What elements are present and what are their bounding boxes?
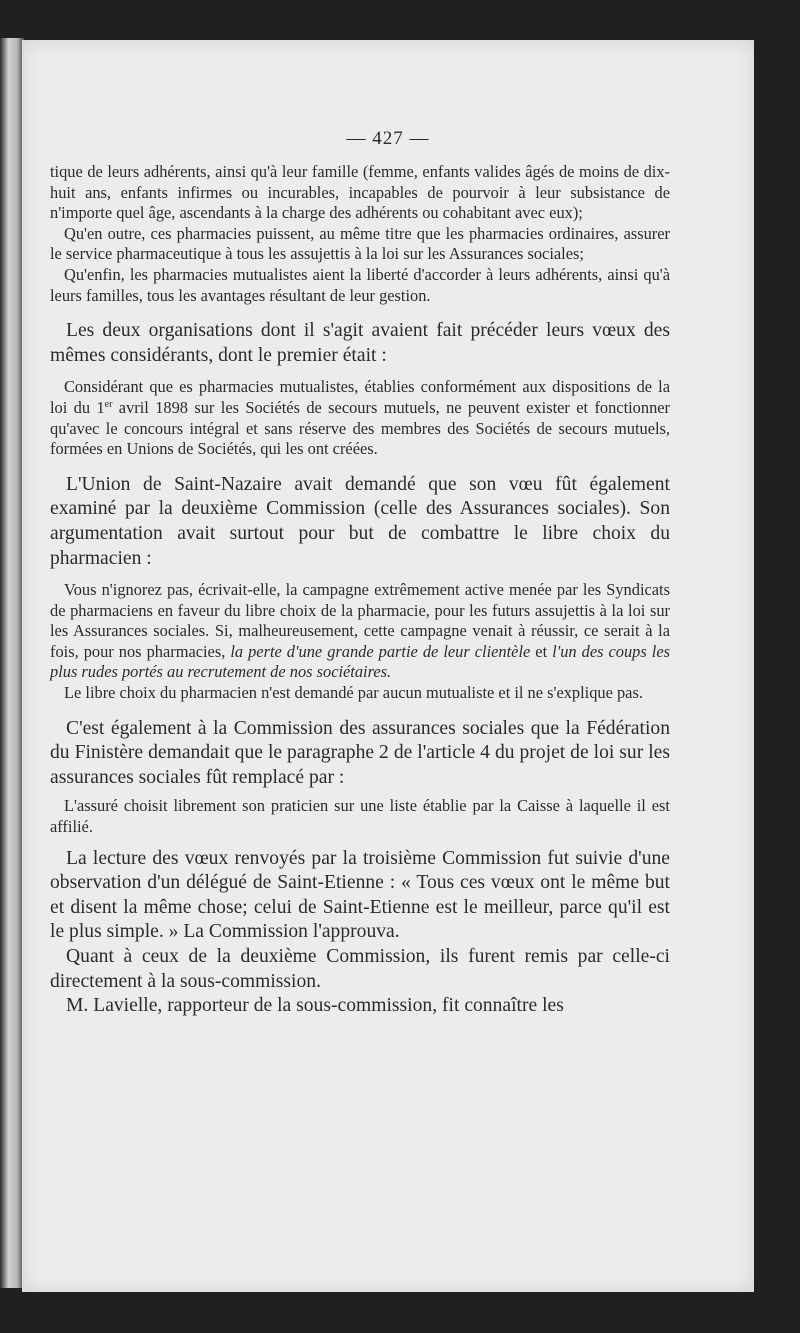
paragraph-assure-quote: L'assuré choisit librement son praticien sur une liste établie par la Caisse à laquelle il est affilié.	[50, 796, 670, 837]
quote-text-start: Considérant que es pharmacies mutualistes, établies conformément aux dispositions de la loi du 1	[50, 377, 670, 417]
paragraph-wish-3: Qu'enfin, les pharmacies mutualistes aient la liberté d'accorder à leurs adhérents, ainsi qu'à leurs familles, tous les avantages résultant de leur gestion.	[50, 264, 670, 305]
paragraph-saint-nazaire: L'Union de Saint-Nazaire avait demandé que son vœu fût également examiné par la deuxième Commission (celle des Assurances sociales). Son argumentation avait surtout pour but de combattre le libre choix du pharmacien :	[50, 473, 670, 569]
paragraph-considerant-quote	[50, 377, 670, 459]
paragraph-wish-2: Qu'en outre, ces pharmacies puissent, au même titre que les pharmacies ordinaires, assurer le service pharmaceutique à tous les assujettis à la loi sur les Assurances sociales;	[50, 223, 670, 264]
body-text	[50, 162, 670, 1019]
union-quote-italic-2: l'un des coups les plus rudes portés au recrutement de nos sociétaires.	[50, 641, 670, 682]
paragraph-finistere: C'est également à la Commission des assurances sociales que la Fédération du Finistère demandait que le paragraphe 2 de l'article 4 du projet de loi sur les assurances sociales fût remplacé par :	[50, 717, 670, 788]
union-quote-text: Vous n'ignorez pas, écrivait-elle, la campagne extrêmement active menée par les Syndicats de pharmaciens en faveur du libre choix de la pharmacie, pour les futurs assujettis à la loi sur les Assurances sociales. Si, malheureusement, cette campagne venait à réussir, ce serait à la fois, pour nos pharmacies,	[50, 580, 670, 661]
book-binding-edge	[0, 38, 24, 1288]
page-sheet	[22, 40, 754, 1292]
paragraph-troisieme-commission: La lecture des vœux renvoyés par la troisième Commission fut suivie d'une observation d'un délégué de Saint-Etienne : « Tous ces vœux ont le même but et disent la même chose; celui de Saint-Etienne est le meilleur, parce qu'il est le plus simple. » La Commission l'approuva.	[50, 847, 670, 943]
paragraph-union-quote	[50, 580, 670, 683]
paragraph-considerants-intro: Les deux organisations dont il s'agit avaient fait précéder leurs vœux des mêmes considérants, dont le premier était :	[50, 320, 670, 366]
paragraph-libre-choix: Le libre choix du pharmacien n'est demandé par aucun mutualiste et il ne s'explique pas.	[64, 683, 643, 703]
quote-text-end: avril 1898 sur les Sociétés de secours mutuels, ne peuvent exister et fonctionner qu'avec le concours intégral et sans réserve des membres des Sociétés de secours mutuels, formées en Unions de Sociétés, qui les ont créées.	[50, 397, 670, 459]
union-quote-connector: et	[530, 641, 553, 661]
ordinal-superscript: er	[104, 398, 113, 410]
paragraph-deuxieme-commission: Quant à ceux de la deuxième Commission, ils furent remis par celle-ci directement à la sous-commission.	[50, 946, 670, 992]
page-number: — 427 —	[346, 128, 430, 149]
paragraph-lavielle: M. Lavielle, rapporteur de la sous-commission, fit connaître les	[66, 995, 564, 1017]
union-quote-italic-1: la perte d'une grande partie de leur clientèle	[230, 641, 531, 661]
paragraph-continuation: tique de leurs adhérents, ainsi qu'à leur famille (femme, enfants valides âgés de moins de dix-huit ans, enfants infirmes ou incurables, incapables de pourvoir à leur subsistance de n'importe quel âge, ascendants à la charge des adhérents ou cohabitant avec eux);	[50, 162, 670, 223]
